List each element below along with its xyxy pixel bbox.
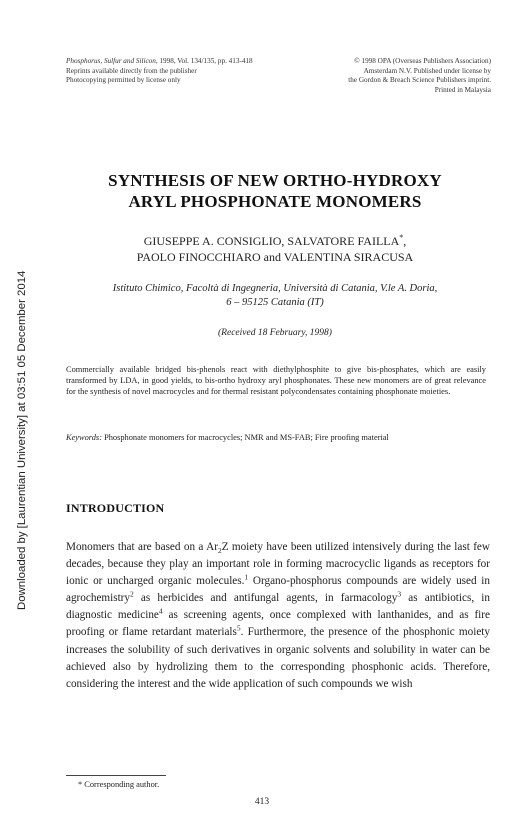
paper-title: [60, 170, 490, 212]
affiliation-line-2: 6 – 95125 Catania (IT): [226, 297, 324, 308]
reference-marker: 4: [158, 606, 163, 616]
footnote-text: Corresponding author.: [82, 780, 160, 789]
publisher-line-3: the Gordon & Breach Science Publishers imprint.: [348, 76, 491, 85]
author-list: [60, 230, 490, 265]
body-segment: . Furthermore, the presence of the phosphonic moiety increases the solubility of such derivatives in organic solvents and solubility in water can be achieved also by hydrolizing them to the corresponding phosphonic acids. Therefore, considering the interest and the wide application of such compounds we wish: [66, 626, 490, 690]
body-segment: as herbicides and antifungal agents, in farmacology: [133, 592, 398, 605]
body-segment: Z moiety have been utilized intensively during the last few decades, because they play an important role in forming macrocyclic ligands as receptors for ionic or uncharged organic molecules.: [66, 541, 490, 588]
footnote: [78, 779, 159, 790]
authors-line-1-text: GIUSEPPE A. CONSIGLIO, SALVATORE FAILLA: [143, 234, 400, 248]
body-segment: Monomers that are based on a Ar: [66, 541, 218, 553]
received-date: (Received 18 February, 1998): [218, 328, 332, 338]
title-line-1: SYNTHESIS OF NEW ORTHO-HYDROXY: [108, 171, 442, 190]
authors-line-2: PAOLO FINOCCHIARO and VALENTINA SIRACUSA: [136, 250, 414, 264]
copyright-line: © 1998 OPA (Overseas Publishers Association): [354, 57, 491, 65]
authors-line-1: [60, 230, 490, 249]
publisher-info: [261, 57, 491, 95]
page-number: 413: [254, 797, 270, 807]
download-watermark-text: Downloaded by [Laurentian University] at 03:51 05 December 2014: [16, 270, 28, 610]
footnote-rule: [66, 775, 166, 776]
reference-marker: 5: [236, 623, 241, 633]
reference-marker: 1: [244, 572, 249, 582]
abstract: Commercially available bridged bis-phenols react with diethylphosphite to give bis-phosphates, which are easily transformed by LDA, in good yields, to bis-ortho hydroxy aryl phosphonates. These new monomers are of great relevance for the synthesis of novel macrocycles and for thermal resistant polycondensates containing phosphonate moieties.: [66, 365, 486, 397]
publisher-line-2: Amsterdam N.V. Published under license by: [363, 66, 491, 75]
subscript: 2: [217, 546, 222, 556]
photocopy-note: Photocopying permitted by license only: [66, 76, 181, 85]
journal-name: Phosphorus, Sulfur and Silicon: [66, 57, 156, 65]
affiliation-line-1: Istituto Chimico, Facoltà di Ingegneria, Università di Catania, V.le A. Doria,: [112, 283, 438, 294]
keywords: [66, 432, 486, 443]
journal-citation: , 1998, Vol. 134/135, pp. 413-418: [155, 57, 253, 65]
keywords-text: Phosphonate monomers for macrocycles; NMR and MS-FAB; Fire proofing material: [101, 433, 389, 442]
body-segment: Organo-phosphorus compounds are widely used in agrochemistry: [66, 575, 490, 605]
title-line-2: ARYL PHOSPHONATE MONOMERS: [128, 192, 422, 211]
footnote-mark: *: [78, 780, 83, 789]
reprints-note: Reprints available directly from the publisher: [66, 66, 197, 75]
corresponding-author-mark: *: [399, 233, 404, 242]
body-segment: as antibiotics, in diagnostic medicine: [66, 592, 490, 622]
printed-in-line: Printed in Malaysia: [434, 85, 491, 94]
download-watermark: [2, 150, 28, 610]
reference-marker: 3: [397, 589, 402, 599]
body-segment: as screening agents, once complexed with lanthanides, and as fire proofing or flame retardant materials: [66, 609, 490, 639]
section-heading-introduction: INTRODUCTION: [66, 501, 165, 515]
affiliation: [60, 282, 490, 310]
authors-line-1-end: ,: [403, 234, 407, 248]
keywords-label: Keywords:: [66, 433, 102, 442]
reference-marker: 2: [130, 589, 134, 599]
introduction-paragraph: [66, 539, 490, 693]
